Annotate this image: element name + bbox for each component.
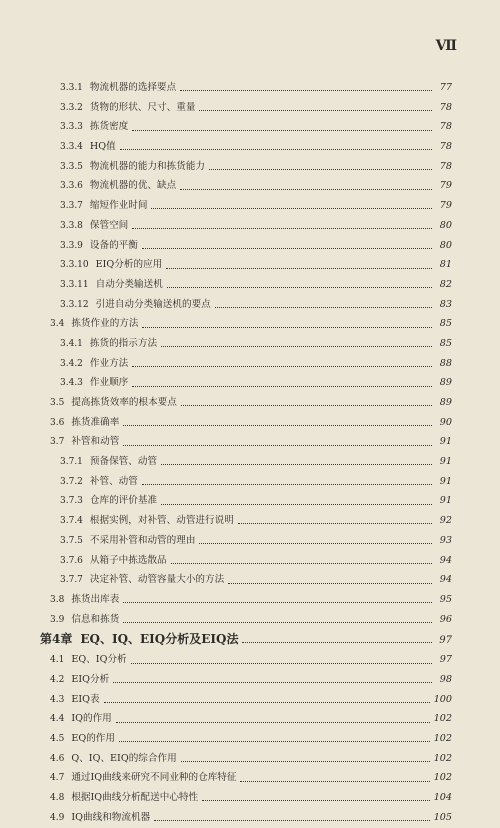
toc-section-number: 3.4.3	[60, 378, 83, 389]
toc-page-number: 102	[433, 733, 452, 744]
dot-leader	[113, 682, 432, 683]
toc-chapter-row	[40, 629, 452, 650]
toc-section-number: 4.3	[50, 694, 65, 705]
toc-page-number: 102	[433, 772, 452, 784]
toc-row	[40, 196, 452, 216]
dot-leader	[228, 583, 432, 584]
toc-section-number: 3.6	[50, 417, 65, 428]
toc-row	[40, 314, 452, 334]
toc-section-number: 3.5	[50, 398, 65, 408]
toc-section-title: 缩短作业时间	[89, 200, 148, 212]
dot-leader	[154, 820, 430, 821]
dot-leader	[123, 602, 432, 603]
toc-section-title: 物流机器的选择要点	[89, 82, 177, 93]
toc-row	[40, 511, 452, 531]
toc-section-number: 4.2	[50, 674, 65, 685]
dot-leader	[142, 248, 432, 249]
toc-section-title: 拣货准确率	[71, 416, 120, 428]
toc-row	[40, 255, 452, 275]
toc-row	[40, 729, 452, 749]
toc-section-title: 设备的平衡	[89, 239, 138, 251]
toc-section-number: 3.7.4	[60, 516, 83, 527]
dot-leader	[167, 287, 432, 288]
toc-page-number: 100	[433, 693, 452, 705]
toc-section-number: 3.3.10	[60, 260, 89, 271]
toc-section-number: 4.5	[50, 734, 65, 744]
toc-section-title: IQ的作用	[71, 713, 112, 725]
toc-page-number: 90	[439, 416, 452, 428]
toc-section-number: 3.9	[50, 614, 65, 625]
toc-section-title: 通过IQ曲线来研究不同业种的仓库特征	[71, 772, 237, 784]
dot-leader	[104, 702, 430, 703]
toc-row	[40, 157, 452, 177]
dot-leader	[123, 425, 432, 426]
dot-leader	[120, 149, 432, 150]
toc-row	[40, 768, 452, 788]
dot-leader	[123, 445, 432, 446]
toc-page-number: 89	[439, 377, 452, 389]
toc-section-title: 物流机器的能力和拣货能力	[89, 160, 206, 172]
toc-page-number: 77	[439, 82, 452, 93]
toc-section-number: 3.3.4	[60, 142, 83, 153]
toc-section-number: 3.3.9	[60, 240, 83, 251]
toc-section-number: 3.3.5	[60, 161, 83, 172]
toc-row	[40, 452, 452, 472]
toc-section-title: 补管、动管	[89, 475, 138, 487]
toc-section-title: EQ的作用	[71, 733, 115, 744]
toc-row	[40, 570, 452, 590]
dot-leader	[199, 110, 432, 111]
toc-section-number: 3.7	[50, 437, 65, 448]
toc-row	[40, 709, 452, 729]
toc-section-number: 4.9	[50, 812, 65, 823]
toc-page-number: 91	[439, 436, 452, 448]
toc-section-number: 3.7.1	[60, 457, 83, 468]
toc-page-number: 78	[439, 121, 452, 133]
toc-section-number: 3.7.2	[60, 476, 83, 487]
toc-section-number: 第4章	[40, 632, 73, 647]
toc-row	[40, 590, 452, 610]
toc-section-title: EIQ分析	[71, 673, 110, 685]
dot-leader	[181, 405, 432, 406]
toc-row	[40, 334, 452, 354]
toc-page-number: 91	[439, 495, 452, 507]
toc-row	[40, 670, 452, 690]
toc-section-title: 预备保管、动管	[89, 456, 158, 468]
toc-section-title: 提高拣货效率的根本要点	[71, 397, 177, 408]
toc-page-number: 89	[439, 397, 452, 408]
toc-page-number: 81	[439, 259, 452, 271]
toc-row	[40, 216, 452, 236]
toc-row	[40, 295, 452, 315]
dot-leader	[180, 189, 432, 190]
dot-leader	[240, 781, 429, 782]
toc-row	[40, 78, 452, 98]
dot-leader	[132, 130, 432, 131]
toc-section-number: 3.7.3	[60, 496, 83, 507]
toc-section-title: EQ、IQ、EIQ分析及EIQ法	[80, 632, 239, 647]
toc-page-number: 104	[433, 792, 452, 804]
toc-page-number: 102	[433, 752, 452, 764]
toc-section-title: 决定补管、动管容量大小的方法	[89, 574, 225, 586]
toc-page-number: 102	[433, 713, 452, 725]
toc-page-number: 80	[439, 219, 452, 231]
toc-section-title: 保管空间	[89, 219, 129, 231]
toc-section-number: 4.4	[50, 714, 65, 725]
page-number: Ⅶ	[435, 38, 458, 54]
toc-page-number: 78	[439, 101, 452, 113]
toc-row	[40, 117, 452, 137]
toc-section-number: 3.3.7	[60, 201, 83, 212]
dot-leader	[161, 464, 432, 465]
dot-leader	[209, 169, 432, 170]
toc-page-number: 96	[439, 613, 452, 625]
toc-section-number: 4.6	[50, 753, 65, 764]
toc-section-number: 3.7.5	[60, 535, 83, 546]
table-of-contents	[40, 78, 452, 827]
toc-section-title: 拣货密度	[89, 121, 129, 133]
toc-row	[40, 491, 452, 511]
toc-section-title: EIQ表	[71, 693, 100, 705]
toc-section-title: 作业方法	[89, 357, 129, 369]
toc-section-title: 货物的形状、尺寸、重量	[89, 101, 196, 113]
toc-section-title: 补管和动管	[71, 436, 120, 448]
toc-page-number: 82	[439, 278, 452, 290]
toc-section-number: 3.4.1	[60, 338, 83, 349]
dot-leader	[119, 741, 430, 742]
toc-section-number: 4.1	[50, 655, 65, 666]
toc-section-title: 物流机器的优、缺点	[89, 180, 177, 192]
toc-section-number: 3.3.3	[60, 122, 83, 133]
toc-section-title: 信息和拣货	[71, 613, 120, 625]
toc-page-number: 97	[439, 635, 452, 647]
toc-page-number: 83	[439, 298, 452, 310]
toc-page-number: 78	[439, 141, 452, 153]
toc-page-number: 79	[439, 200, 452, 212]
toc-row	[40, 690, 452, 710]
toc-section-title: 根据IQ曲线分析配送中心特性	[71, 792, 199, 804]
toc-row	[40, 808, 452, 828]
toc-section-title: 根据实例，对补管、动管进行说明	[89, 515, 234, 527]
dot-leader	[132, 228, 432, 229]
toc-section-number: 3.3.2	[60, 102, 83, 113]
dot-leader	[171, 563, 432, 564]
toc-page-number: 78	[439, 160, 452, 172]
toc-page-number: 94	[439, 574, 452, 586]
toc-section-title: 拣货的指示方法	[89, 337, 158, 349]
dot-leader	[132, 366, 432, 367]
toc-row	[40, 236, 452, 256]
toc-section-title: 从箱子中拣选散品	[89, 554, 167, 566]
dot-leader	[181, 761, 430, 762]
dot-leader	[242, 642, 432, 643]
toc-section-title: HQ值	[89, 141, 116, 153]
toc-section-number: 3.3.12	[60, 299, 89, 310]
toc-section-title: 引进自动分类输送机的要点	[95, 298, 211, 310]
toc-page-number: 85	[439, 318, 452, 330]
dot-leader	[142, 484, 432, 485]
toc-section-number: 3.3.6	[60, 181, 83, 192]
toc-row	[40, 650, 452, 670]
toc-row	[40, 176, 452, 196]
toc-row	[40, 413, 452, 433]
toc-page-number: 79	[439, 180, 452, 192]
dot-leader	[202, 800, 430, 801]
toc-page-number: 91	[439, 456, 452, 468]
toc-page-number: 98	[439, 673, 452, 685]
toc-row	[40, 393, 452, 413]
toc-section-title: 仓库的评价基准	[89, 495, 158, 507]
toc-section-number: 3.3.1	[60, 83, 83, 93]
dot-leader	[161, 346, 432, 347]
toc-row	[40, 788, 452, 808]
toc-section-title: 拣货出库表	[71, 593, 120, 605]
toc-section-title: EQ、IQ分析	[71, 654, 127, 666]
toc-page-number: 93	[439, 534, 452, 546]
toc-section-number: 4.8	[50, 793, 65, 804]
toc-section-title: Q、IQ、EIQ的综合作用	[71, 752, 177, 764]
toc-section-title: 不采用补管和动管的理由	[89, 534, 196, 546]
toc-row	[40, 531, 452, 551]
toc-section-number: 3.4	[50, 319, 65, 330]
toc-row	[40, 749, 452, 769]
toc-row	[40, 275, 452, 295]
dot-leader	[142, 327, 432, 328]
toc-section-number: 3.4.2	[60, 358, 83, 369]
toc-page-number: 105	[433, 811, 452, 823]
toc-page-number: 88	[439, 357, 452, 369]
dot-leader	[199, 543, 432, 544]
dot-leader	[132, 386, 432, 387]
toc-row	[40, 610, 452, 630]
toc-row	[40, 551, 452, 571]
dot-leader	[180, 90, 432, 91]
toc-page-number: 92	[439, 515, 452, 527]
toc-page-number: 94	[439, 554, 452, 566]
toc-section-number: 3.7.6	[60, 555, 83, 566]
toc-page-number: 91	[439, 475, 452, 487]
toc-page-number: 97	[439, 654, 452, 666]
dot-leader	[123, 622, 432, 623]
toc-page-number: 95	[439, 593, 452, 605]
dot-leader	[161, 504, 432, 505]
toc-section-number: 3.3.8	[60, 220, 83, 231]
dot-leader	[131, 663, 432, 664]
toc-section-title: 作业顺序	[89, 377, 129, 389]
dot-leader	[166, 268, 432, 269]
toc-section-title: EIQ分析的应用	[95, 259, 163, 271]
toc-section-number: 4.7	[50, 773, 65, 784]
toc-row	[40, 137, 452, 157]
dot-leader	[215, 307, 432, 308]
toc-section-number: 3.8	[50, 594, 65, 605]
toc-section-title: 拣货作业的方法	[71, 318, 139, 330]
toc-section-number: 3.3.11	[60, 279, 89, 290]
toc-section-number: 3.7.7	[60, 575, 83, 586]
dot-leader	[116, 722, 430, 723]
dot-leader	[238, 523, 432, 524]
toc-row	[40, 432, 452, 452]
toc-row	[40, 472, 452, 492]
toc-row	[40, 373, 452, 393]
toc-page-number: 80	[439, 239, 452, 251]
toc-section-title: 自动分类输送机	[95, 278, 163, 290]
toc-page-number: 85	[439, 337, 452, 349]
toc-section-title: IQ曲线和物流机器	[71, 811, 151, 823]
toc-row	[40, 98, 452, 118]
dot-leader	[151, 208, 432, 209]
toc-row	[40, 354, 452, 374]
